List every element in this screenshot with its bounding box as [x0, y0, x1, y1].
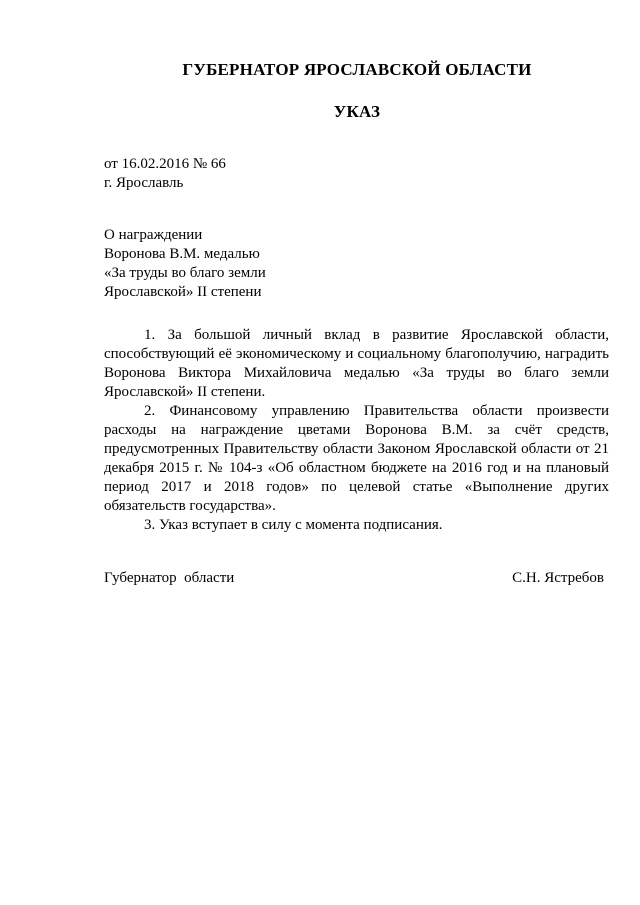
document-type: УКАЗ [333, 102, 381, 121]
subject-line: «За труды во благо земли [104, 265, 266, 281]
paragraph-1: 1. За большой личный вклад в развитие Ярославской области, способствующий её экономическому и социальному благополучию, наградить Воронова Виктора Михайловича медалью «За труды во благо земли Ярославской» II степени. [104, 327, 609, 400]
signature-block [104, 570, 604, 587]
signatory-name: С.Н. Ястребов [512, 570, 604, 586]
document-body [104, 326, 609, 535]
date-number: от 16.02.2016 № 66 [104, 156, 226, 172]
paragraph-3: 3. Указ вступает в силу с момента подписания. [144, 517, 443, 533]
document-authority: ГУБЕРНАТОР ЯРОСЛАВСКОЙ ОБЛАСТИ [182, 60, 532, 79]
signatory-position: Губернатор области [104, 570, 235, 586]
subject-line: О награждении [104, 227, 203, 243]
document-meta [104, 155, 226, 193]
paragraph-2: 2. Финансовому управлению Правительства области произвести расходы на награждение цветами Воронова В.М. за счёт средств, предусмотренных Правительству области Законом Ярославской области от 21 декабря 2015 г. № 104-з «Об областном бюджете на 2016 год и на плановый период 2017 и 2018 годов» по целевой статье «Выполнение других обязательств государства». [104, 403, 609, 514]
city: г. Ярославль [104, 175, 184, 191]
subject-line: Ярославской» II степени [104, 284, 262, 300]
subject-line: Воронова В.М. медалью [104, 246, 260, 262]
document-subject [104, 226, 266, 302]
